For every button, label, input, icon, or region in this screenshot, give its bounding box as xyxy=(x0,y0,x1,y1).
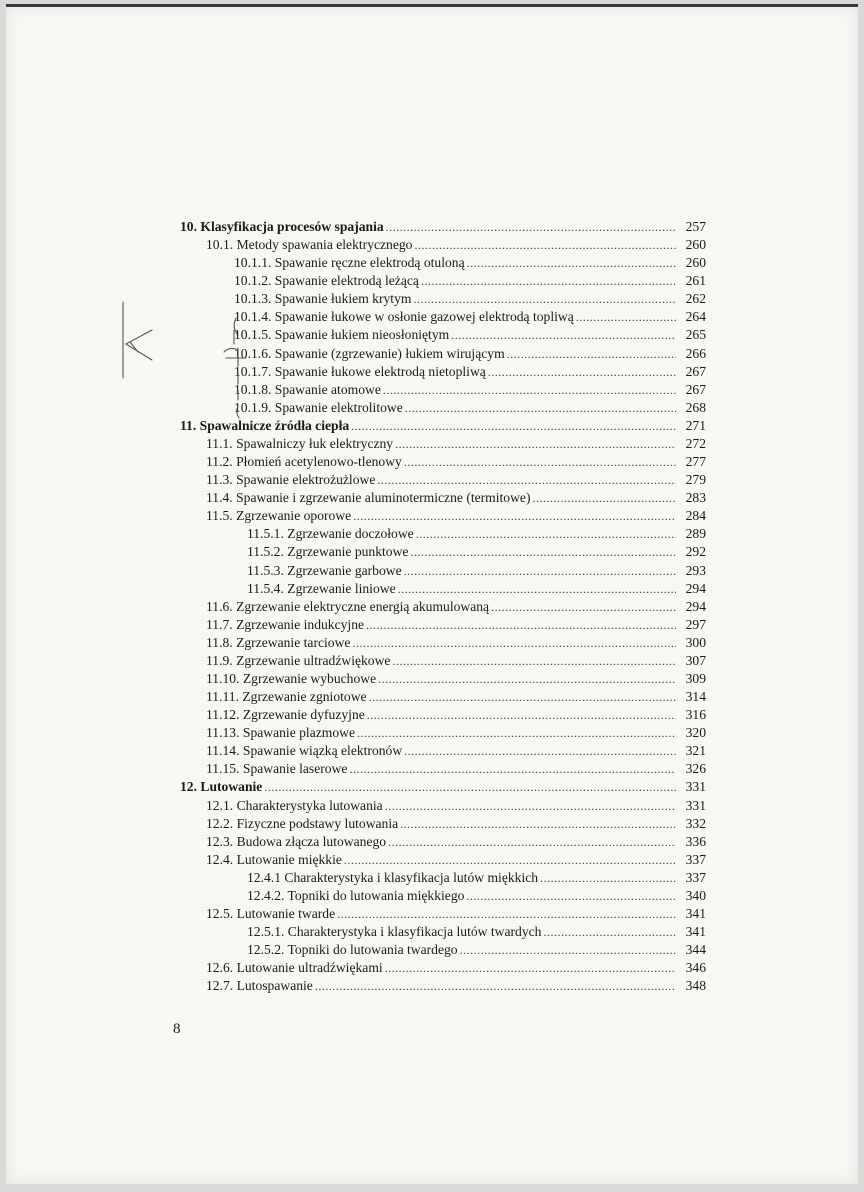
toc-entry-title: 11.10. Zgrzewanie wybuchowe xyxy=(206,671,377,686)
toc-entry-page: 260 xyxy=(685,255,706,270)
toc-entry-page: 344 xyxy=(685,942,706,957)
toc-leader-dots xyxy=(507,345,676,363)
toc-entry-page: 265 xyxy=(685,327,706,342)
toc-entry-title: 10.1.1. Spawanie ręczne elektrodą otuloną xyxy=(234,255,465,270)
toc-leader-dots xyxy=(398,580,676,598)
toc-entry-page: 293 xyxy=(685,563,706,578)
toc-entry-title: 11.5. Zgrzewanie oporowe xyxy=(206,508,352,523)
toc-leader-dots xyxy=(264,778,676,796)
toc-entry-page: 337 xyxy=(685,852,706,867)
toc-entry-title: 12.2. Fizyczne podstawy lutowania xyxy=(206,816,399,831)
toc-entry-page: 331 xyxy=(685,798,706,813)
toc-entry-page: 262 xyxy=(685,291,706,306)
toc-entry xyxy=(247,887,706,905)
toc-entry-title: 10.1.9. Spawanie elektrolitowe xyxy=(234,400,403,415)
toc-entry-page: 289 xyxy=(685,526,706,541)
toc-entry-page: 257 xyxy=(685,219,706,234)
toc-leader-dots xyxy=(383,381,676,399)
toc-entry-title: 12.5.2. Topniki do lutowania twardego xyxy=(247,942,458,957)
toc-entry xyxy=(206,959,706,977)
toc-entry xyxy=(247,941,706,959)
toc-entry xyxy=(206,616,706,634)
toc-entry xyxy=(206,507,706,525)
toc-entry xyxy=(247,525,706,543)
toc-entry-title: 11.3. Spawanie elektrożużlowe xyxy=(206,472,376,487)
toc-entry-title: 11.5.4. Zgrzewanie liniowe xyxy=(247,581,396,596)
toc-leader-dots xyxy=(414,236,676,254)
toc-entry-title: 12.5. Lutowanie twarde xyxy=(206,906,336,921)
toc-entry-page: 271 xyxy=(685,418,706,433)
toc-leader-dots xyxy=(540,869,676,887)
toc-leader-dots xyxy=(388,833,676,851)
toc-entry-title: 12.3. Budowa złącza lutowanego xyxy=(206,834,387,849)
toc-leader-dots xyxy=(357,724,676,742)
toc-entry-title: 11.15. Spawanie laserowe xyxy=(206,761,348,776)
toc-entry xyxy=(206,489,706,507)
toc-entry-page: 348 xyxy=(685,978,706,993)
toc-leader-dots xyxy=(467,254,676,272)
toc-entry-title: 11.6. Zgrzewanie elektryczne energią akumulowaną xyxy=(206,599,490,614)
toc-entry xyxy=(234,363,706,381)
toc-entry-title: 10.1.2. Spawanie elektrodą leżącą xyxy=(234,273,419,288)
toc-entry-title: 11.2. Płomień acetylenowo-tlenowy xyxy=(206,454,402,469)
toc-entry-page: 294 xyxy=(685,581,706,596)
toc-leader-dots xyxy=(377,471,676,489)
toc-entry-page: 292 xyxy=(685,544,706,559)
toc-entry-page: 267 xyxy=(685,364,706,379)
toc-leader-dots xyxy=(392,652,676,670)
toc-leader-dots xyxy=(404,453,676,471)
toc-entry xyxy=(247,562,706,580)
toc-entry-title: 12.4.2. Topniki do lutowania miękkiego xyxy=(247,888,465,903)
toc-entry-page: 268 xyxy=(685,400,706,415)
toc-entry-page: 331 xyxy=(685,779,706,794)
margin-arrow-mark xyxy=(126,330,152,360)
toc-leader-dots xyxy=(351,417,676,435)
toc-leader-dots xyxy=(344,851,676,869)
toc-entry xyxy=(206,634,706,652)
toc-entry-title: 11.11. Zgrzewanie zgniotowe xyxy=(206,689,367,704)
toc-leader-dots xyxy=(532,489,676,507)
toc-leader-dots xyxy=(404,562,676,580)
toc-leader-dots xyxy=(491,598,676,616)
toc-entry-page: 300 xyxy=(685,635,706,650)
toc-entry xyxy=(206,236,706,254)
toc-entry xyxy=(206,797,706,815)
toc-entry-page: 337 xyxy=(685,870,706,885)
toc-entry-title: 11.5.1. Zgrzewanie doczołowe xyxy=(247,526,414,541)
toc-leader-dots xyxy=(386,218,676,236)
toc-leader-dots xyxy=(337,905,676,923)
toc-leader-dots xyxy=(367,706,676,724)
toc-leader-dots xyxy=(451,326,676,344)
toc-entry-title: 11.9. Zgrzewanie ultradźwiękowe xyxy=(206,653,391,668)
toc-entry-page: 267 xyxy=(685,382,706,397)
toc-entry xyxy=(234,326,706,344)
toc-leader-dots xyxy=(400,815,676,833)
toc-entry xyxy=(206,724,706,742)
toc-entry-title: 11.7. Zgrzewanie indukcyjne xyxy=(206,617,365,632)
toc-entry-page: 314 xyxy=(685,689,706,704)
toc-entry-page: 297 xyxy=(685,617,706,632)
toc-entry xyxy=(247,543,706,561)
toc-entry-title: 11.5.3. Zgrzewanie garbowe xyxy=(247,563,402,578)
toc-leader-dots xyxy=(404,742,676,760)
toc-leader-dots xyxy=(410,543,676,561)
toc-entry-page: 284 xyxy=(685,508,706,523)
toc-entry xyxy=(180,218,706,236)
toc-entry-page: 260 xyxy=(685,237,706,252)
toc-entry-page: 332 xyxy=(685,816,706,831)
toc-entry-page: 316 xyxy=(685,707,706,722)
toc-entry xyxy=(206,905,706,923)
toc-entry-title: 11.14. Spawanie wiązką elektronów xyxy=(206,743,403,758)
toc-entry xyxy=(234,290,706,308)
toc-entry xyxy=(247,869,706,887)
toc-entry xyxy=(206,760,706,778)
toc-leader-dots xyxy=(378,670,676,688)
toc-entry-page: 294 xyxy=(685,599,706,614)
toc-entry-title: 10. Klasyfikacja procesów spajania xyxy=(180,219,384,234)
page-number: 8 xyxy=(173,1021,181,1037)
toc-entry-page: 326 xyxy=(685,761,706,776)
toc-leader-dots xyxy=(460,941,676,959)
toc-leader-dots xyxy=(488,363,676,381)
toc-entry-title: 12.7. Lutospawanie xyxy=(206,978,313,993)
toc-entry xyxy=(234,308,706,326)
toc-entry xyxy=(206,688,706,706)
toc-entry-page: 264 xyxy=(685,309,706,324)
toc-entry-title: 12.4.1 Charakterystyka i klasyfikacja lutów miękkich xyxy=(247,870,539,885)
toc-entry-page: 277 xyxy=(685,454,706,469)
toc-leader-dots xyxy=(385,959,676,977)
toc-entry xyxy=(206,598,706,616)
toc-entry-title: 10.1. Metody spawania elektrycznego xyxy=(206,237,413,252)
toc-entry-title: 11. Spawalnicze źródła ciepła xyxy=(180,418,350,433)
toc-entry xyxy=(180,778,706,796)
toc-leader-dots xyxy=(349,760,676,778)
toc-leader-dots xyxy=(369,688,676,706)
toc-entry-title: 12.4. Lutowanie miękkie xyxy=(206,852,342,867)
toc-entry-title: 12.6. Lutowanie ultradźwiękami xyxy=(206,960,383,975)
toc-leader-dots xyxy=(395,435,676,453)
toc-entry-title: 10.1.4. Spawanie łukowe w osłonie gazowej elektrodą topliwą xyxy=(234,309,574,324)
toc-entry-page: 341 xyxy=(685,924,706,939)
toc-entry-page: 261 xyxy=(685,273,706,288)
toc-entry-page: 272 xyxy=(685,436,706,451)
toc-entry xyxy=(247,580,706,598)
toc-leader-dots xyxy=(421,272,676,290)
toc-entry-page: 307 xyxy=(685,653,706,668)
toc-leader-dots xyxy=(385,797,676,815)
toc-leader-dots xyxy=(543,923,676,941)
toc-entry xyxy=(206,652,706,670)
toc-entry xyxy=(206,742,706,760)
toc-entry xyxy=(234,381,706,399)
toc-entry-title: 12. Lutowanie xyxy=(180,779,263,794)
scanned-page xyxy=(6,4,858,1184)
toc-entry xyxy=(234,345,706,363)
toc-entry xyxy=(206,453,706,471)
toc-leader-dots xyxy=(416,525,676,543)
toc-entry-page: 309 xyxy=(685,671,706,686)
toc-entry-title: 10.1.5. Spawanie łukiem nieosłoniętym xyxy=(234,327,450,342)
toc-entry-title: 10.1.3. Spawanie łukiem krytym xyxy=(234,291,412,306)
toc-entry-title: 10.1.8. Spawanie atomowe xyxy=(234,382,381,397)
toc-entry xyxy=(234,254,706,272)
toc-leader-dots xyxy=(352,634,676,652)
toc-entry xyxy=(206,851,706,869)
toc-entry-page: 346 xyxy=(685,960,706,975)
toc-entry xyxy=(206,670,706,688)
toc-entry xyxy=(206,435,706,453)
toc-leader-dots xyxy=(353,507,676,525)
toc-entry-page: 279 xyxy=(685,472,706,487)
toc-entry-title: 11.5.2. Zgrzewanie punktowe xyxy=(247,544,409,559)
toc-entry xyxy=(206,471,706,489)
toc-entry xyxy=(206,977,706,995)
toc-entry-page: 320 xyxy=(685,725,706,740)
toc-entry-page: 266 xyxy=(685,346,706,361)
toc-entry xyxy=(234,272,706,290)
toc-entry-page: 340 xyxy=(685,888,706,903)
toc-entry-title: 10.1.7. Spawanie łukowe elektrodą nietopliwą xyxy=(234,364,486,379)
toc-entry-page: 341 xyxy=(685,906,706,921)
toc-entry xyxy=(206,815,706,833)
toc-entry xyxy=(180,417,706,435)
toc-leader-dots xyxy=(366,616,676,634)
toc-entry xyxy=(247,923,706,941)
toc-leader-dots xyxy=(315,977,676,995)
toc-entry xyxy=(206,706,706,724)
toc-entry-title: 10.1.6. Spawanie (zgrzewanie) łukiem wirującym xyxy=(234,346,505,361)
toc-entry-page: 283 xyxy=(685,490,706,505)
toc-entry-title: 11.1. Spawalniczy łuk elektryczny xyxy=(206,436,394,451)
toc-leader-dots xyxy=(466,887,676,905)
toc-leader-dots xyxy=(413,290,676,308)
toc-entry-title: 11.8. Zgrzewanie tarciowe xyxy=(206,635,351,650)
toc-entry-title: 12.1. Charakterystyka lutowania xyxy=(206,798,383,813)
toc-entry xyxy=(206,833,706,851)
toc-entry xyxy=(234,399,706,417)
toc-leader-dots xyxy=(405,399,676,417)
toc-entry-page: 336 xyxy=(685,834,706,849)
toc-entry-title: 11.13. Spawanie plazmowe xyxy=(206,725,355,740)
toc-entry-page: 321 xyxy=(685,743,706,758)
toc-entry-title: 12.5.1. Charakterystyka i klasyfikacja lutów twardych xyxy=(247,924,542,939)
toc-entry-title: 11.4. Spawanie i zgrzewanie aluminotermiczne (termitowe) xyxy=(206,490,531,505)
toc-leader-dots xyxy=(576,308,676,326)
toc-entry-title: 11.12. Zgrzewanie dyfuzyjne xyxy=(206,707,365,722)
